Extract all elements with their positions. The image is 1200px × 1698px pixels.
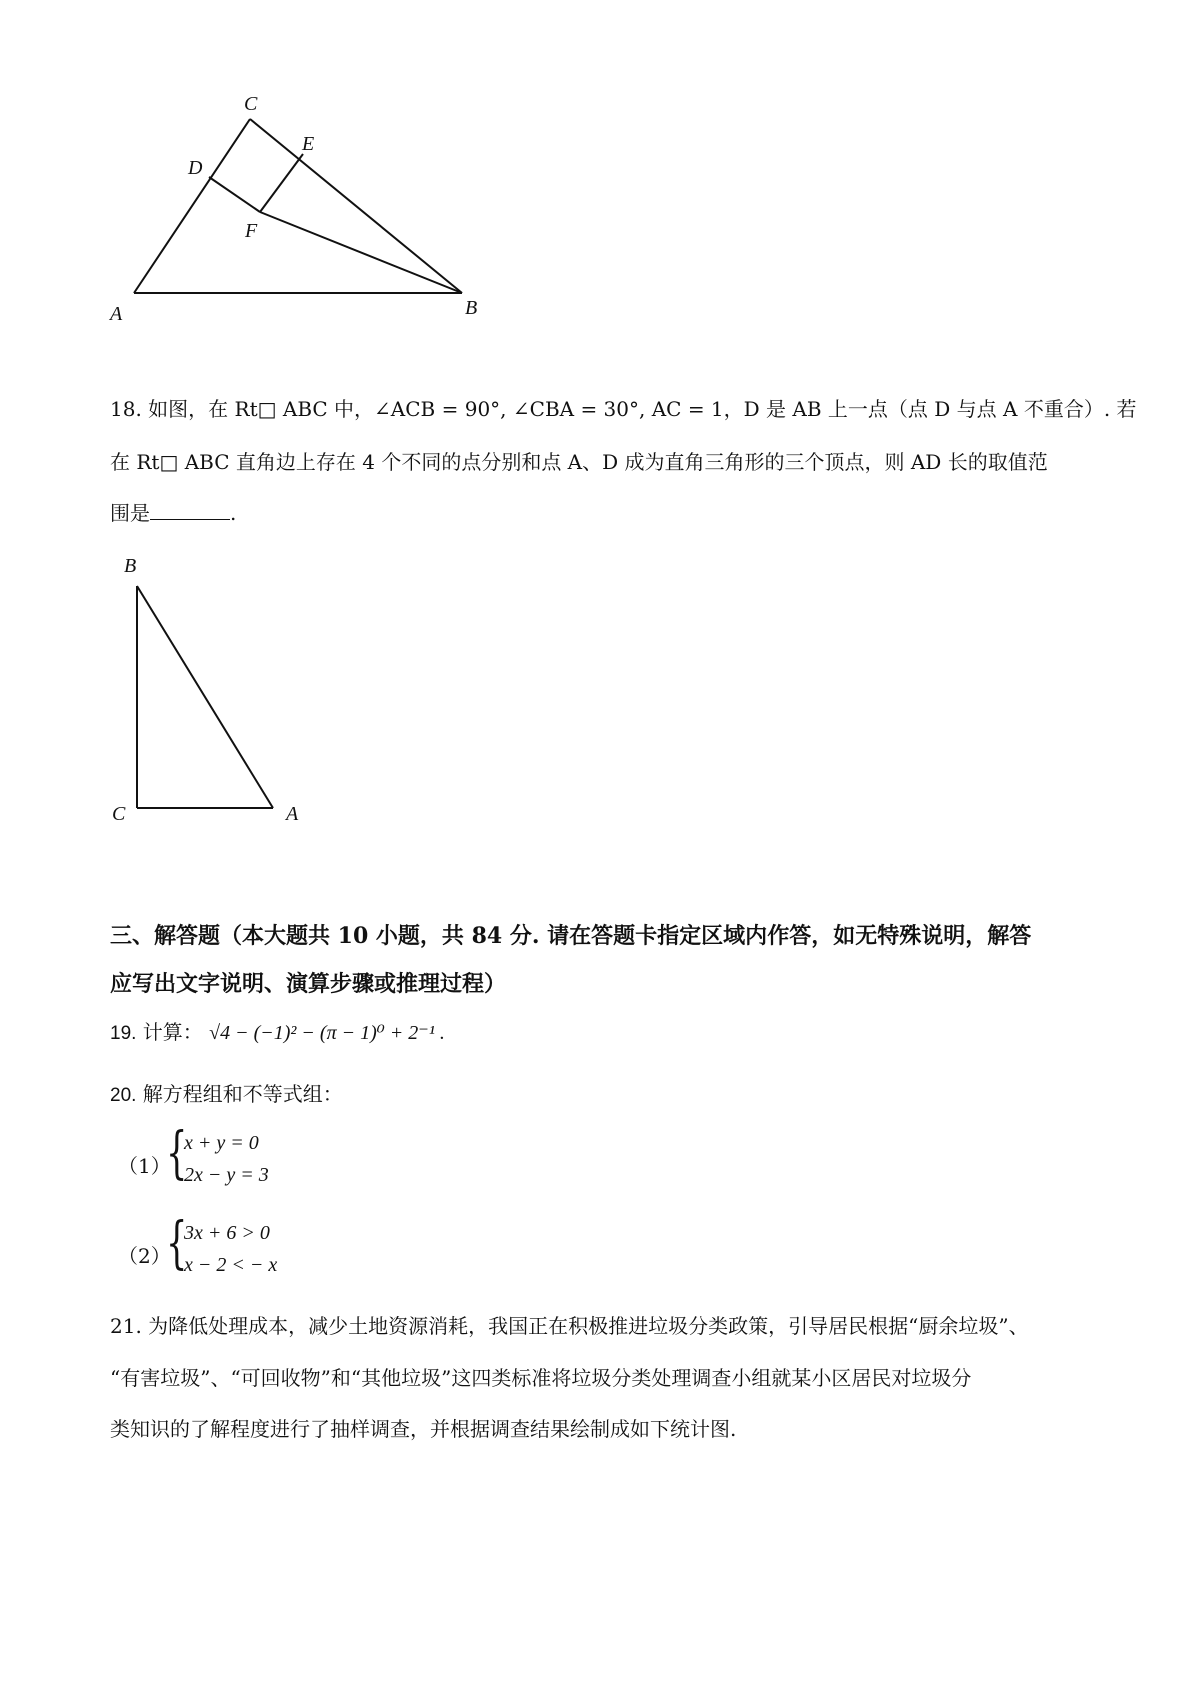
- q21-line-1: 21. 为降低处理成本，减少土地资源消耗，我国正在积极推进垃圾分类政策，引导居民根据“厨余垃圾”、: [110, 1314, 1029, 1338]
- segment-ac: [134, 119, 250, 293]
- q20: [110, 1078, 343, 1107]
- q18-line-3: [110, 497, 236, 526]
- label-d: D: [188, 157, 203, 179]
- q20-text: 解方程组和不等式组：: [142, 1082, 343, 1106]
- figure-triangle-square: [100, 90, 540, 330]
- q20-part-1-label: （1）: [118, 1154, 171, 1178]
- section-3-heading-line-1: 三、解答题（本大题共 10 小题，共 84 分. 请在答题卡指定区域内作答，如无特殊说明，解答: [110, 923, 1032, 949]
- q20-part-1-eq-2: 2x − y = 3: [184, 1164, 269, 1186]
- q18-line-3-suffix: .: [230, 501, 237, 525]
- q19: [110, 1016, 445, 1045]
- left-brace-icon: {: [166, 1121, 188, 1186]
- figure-right-triangle-svg: [100, 550, 340, 840]
- segment-ba: [137, 586, 273, 808]
- segment-de: [209, 177, 260, 212]
- label-b: B: [465, 297, 478, 319]
- q19-expression: √4 − (−1)² − (π − 1)⁰ + 2⁻¹ .: [209, 1022, 445, 1044]
- answer-blank: [150, 501, 230, 520]
- q21-line-2: “有害垃圾”、“可回收物”和“其他垃圾”这四类标准将垃圾分类处理调查小组就某小区居民对垃圾分: [110, 1366, 972, 1390]
- label-c: C: [244, 93, 258, 115]
- figure-right-triangle: [100, 550, 340, 840]
- q20-number: 20.: [110, 1085, 137, 1106]
- q18-line-2: 在 Rt□ ABC 直角边上存在 4 个不同的点分别和点 A、D 成为直角三角形的三个顶点，则 AD 长的取值范: [110, 450, 1048, 474]
- section-3-heading-line-2: 应写出文字说明、演算步骤或推理过程）: [110, 971, 507, 997]
- label-c: C: [112, 803, 126, 825]
- segment-ef: [260, 154, 303, 212]
- left-brace-icon: {: [166, 1211, 188, 1276]
- q20-part-2-eq-2: x − 2 < − x: [184, 1254, 278, 1276]
- label-a: A: [110, 303, 123, 325]
- q20-part-1-eq-1: x + y = 0: [184, 1132, 259, 1154]
- label-e: E: [302, 133, 315, 155]
- q21-line-3: 类知识的了解程度进行了抽样调查，并根据调查结果绘制成如下统计图.: [110, 1417, 737, 1441]
- segment-cb: [250, 119, 462, 293]
- label-b: B: [124, 555, 137, 577]
- q20-part-2-label: （2）: [118, 1244, 171, 1268]
- q19-text: 计算：: [142, 1020, 203, 1044]
- q18-line-3-prefix: 围是: [110, 501, 150, 525]
- q18-line-1: 18. 如图，在 Rt□ ABC 中，∠ACB = 90°, ∠CBA = 30°, AC = 1，D 是 AB 上一点（点 D 与点 A 不重合）. 若: [110, 397, 1137, 421]
- figure-triangle-square-svg: [100, 90, 540, 330]
- label-a: A: [286, 803, 299, 825]
- q20-part-2-eq-1: 3x + 6 > 0: [184, 1222, 270, 1244]
- q19-number: 19.: [110, 1023, 137, 1044]
- label-f: F: [245, 220, 258, 242]
- segment-fb: [260, 212, 462, 293]
